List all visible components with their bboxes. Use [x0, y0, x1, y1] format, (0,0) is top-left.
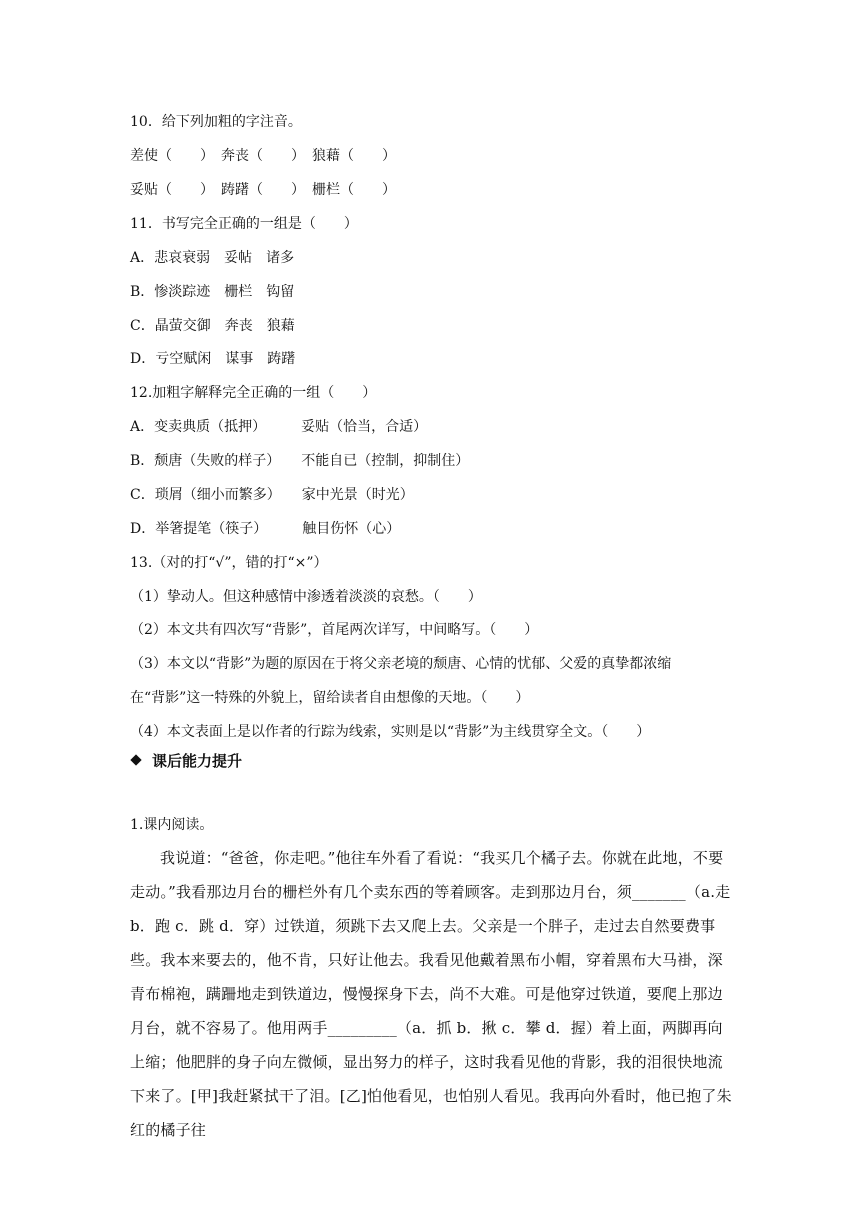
- diamond-bullet-icon: [130, 754, 141, 765]
- reading-heading: 1.课内阅读。: [130, 817, 214, 833]
- question-12-option-c: C．琐屑（细小而繁多） 家中光景（时光）: [130, 487, 414, 503]
- question-12-option-d: D．举箸提笔（筷子） 触目伤怀（心）: [130, 521, 401, 537]
- question-10-title: 10．给下列加粗的字注音。: [130, 114, 302, 130]
- question-13-item-3-line-1: （3）本文以“背影”为题的原因在于将父亲老境的颓唐、心情的忧郁、父爱的真挚都浓缩: [130, 656, 672, 672]
- question-13-item-1: （1）挚动人。但这种感情中渗透着淡淡的哀愁。（ ）: [130, 589, 482, 605]
- question-12-title: 12.加粗字解释完全正确的一组（ ）: [130, 385, 377, 401]
- question-11-option-c: C．晶萤交御 奔丧 狼藉: [130, 318, 295, 334]
- section-title: 课后能力提升: [152, 752, 243, 770]
- question-13-item-2: （2）本文共有四次写“背影”，首尾两次详写，中间略写。（ ）: [130, 622, 539, 638]
- section-heading: [130, 751, 242, 771]
- question-13-title: 13.（对的打“√”，错的打“×”）: [130, 555, 328, 571]
- question-13-item-4: （4）本文表面上是以作者的行踪为线索，实则是以“背影”为主线贯穿全文。（ ）: [130, 724, 651, 740]
- question-11-title: 11．书写完全正确的一组是（ ）: [130, 216, 358, 232]
- reading-passage: [130, 841, 735, 1147]
- question-12-option-a: A．变卖典质（抵押） 妥贴（恰当，合适）: [130, 419, 428, 435]
- question-10-row-2: 妥贴（ ） 踌躇（ ） 栅栏（ ）: [130, 182, 396, 198]
- reading-passage-text: 我说道：“爸爸，你走吧。”他往车外看了看说：“我买几个橘子去。你就在此地，不要走动。”我看那边月台的栅栏外有几个卖东西的等着顾客。走到那边月台，须_______（a.走 b．跑 c．跳 d．穿）过铁道，须跳下去又爬上去。父亲是一个胖子，走过去自然要费事些。我本来要去的，他不肯，只好让他去。我看见他戴着黑布小帽，穿着黑布大马褂，深青布棉袍，蹒跚地走到铁道边，慢慢探身下去，尚不大难。可是他穿过铁道，要爬上那边月台，就不容易了。他用两手_________（a．抓 b．揪 c．攀 d．握）着上面，两脚再向上缩；他肥胖的身子向左微倾，显出努力的样子，这时我看见他的背影，我的泪很快地流下来了。[甲]我赶紧拭干了泪。[乙]怕他看见，也怕别人看见。我再向外看时，他已抱了朱红的橘子往: [130, 849, 732, 1139]
- question-11-option-b: B．惨淡踪迹 栅栏 钩留: [130, 284, 295, 300]
- question-13-item-3-line-2: 在“背影”这一特殊的外貌上，留给读者自由想像的天地。（ ）: [130, 690, 530, 706]
- question-11-option-d: D．亏空赋闲 谋事 踌躇: [130, 351, 296, 367]
- question-11-option-a: A．悲哀衰弱 妥帖 诸多: [130, 250, 295, 266]
- question-10-row-1: 差使（ ） 奔丧（ ） 狼藉（ ）: [130, 148, 396, 164]
- question-12-option-b: B．颓唐（失败的样子） 不能自已（控制，抑制住）: [130, 453, 470, 469]
